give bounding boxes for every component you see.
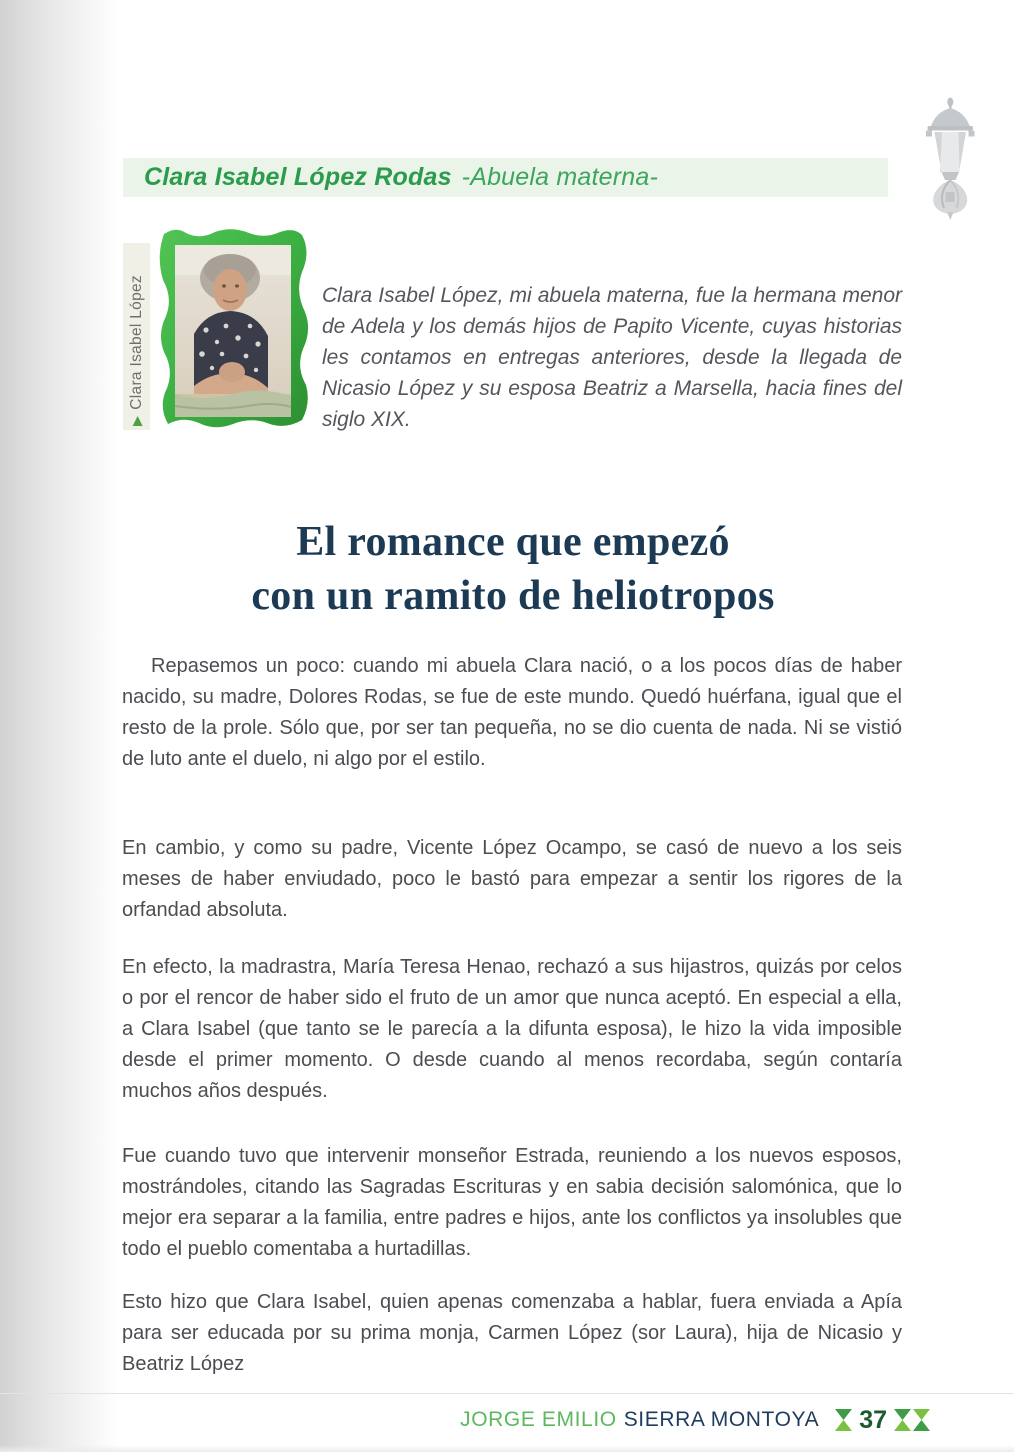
body-paragraph-2: En cambio, y como su padre, Vicente López Ocampo, se casó de nuevo a los seis meses de haber enviudado, poco le bastó para empezar a sentir los rigores de la orfandad absoluta.: [122, 837, 902, 921]
hourglass-icon: [913, 1409, 930, 1431]
article-title-line1: El romance que empezó: [296, 519, 730, 566]
page-number-badge: [835, 1406, 930, 1435]
page-gutter-shadow: [0, 0, 118, 1452]
photo-caption-label: Clara Isabel López: [128, 275, 145, 410]
body-paragraph-3: En efecto, la madrastra, María Teresa Henao, rechazó a sus hijastros, quizás por celos o por el rencor de haber sido el fruto de un amor que nunca aceptó. En especial a ella, a Clara Isabel (que tanto se le parecía a la difunta esposa), le hizo la vida imposible desde el primer momento. O desde cuando al menos recordaba, según contaría muchos años después.: [122, 956, 902, 1102]
wall-lantern-icon: [914, 96, 986, 225]
grandmother-photo: [154, 226, 312, 441]
page-bottom-shadow: [0, 1445, 1014, 1452]
body-paragraph-1-text: Repasemos un poco: cuando mi abuela Clara nació, o a los pocos días de haber nacido, su madre, Dolores Rodas, se fue de este mundo. Quedó huérfana, igual que el resto de la prole. Sólo que, por ser tan pequeña, no se dio cuenta de nada. Ni se vistió de luto ante el duelo, ni algo por el estilo.: [122, 655, 902, 770]
page-number: 37: [859, 1405, 887, 1434]
body-paragraph-4: Fue cuando tuvo que intervenir monseñor Estrada, reuniendo a los nuevos esposos, mostrándoles, citando las Sagradas Escrituras y en sabia decisión salomónica, que lo mejor era separar a la familia, entre padres e hijos, ante los conflictos ya insolubles que todo el pueblo comentaba a hurtadillas.: [122, 1145, 902, 1260]
body-paragraph-1: [122, 651, 902, 775]
photo-caption: [123, 243, 150, 430]
page-footer: [460, 1404, 930, 1436]
article-title-line2: con un ramito de heliotropos: [251, 573, 775, 620]
footer-divider: [0, 1393, 1014, 1394]
triangle-icon: ▶: [129, 415, 144, 426]
section-subtitle: -Abuela materna-: [461, 163, 659, 191]
intro-paragraph: Clara Isabel López, mi abuela materna, fue la hermana menor de Adela y los demás hijos de Papito Vicente, cuyas historias les contamos en entregas anteriores, desde la llegada de Nicasio López y su esposa Beatriz a Marsella, hacia fines del siglo XIX.: [322, 284, 902, 431]
author-last-names: SIERRA MONTOYA: [623, 1408, 820, 1431]
hourglass-icon: [835, 1409, 852, 1431]
section-header-bar: [123, 158, 888, 197]
body-paragraph-5: Esto hizo que Clara Isabel, quien apenas comenzaba a hablar, fuera enviada a Apía para ser educada por su prima monja, Carmen López (sor Laura), hija de Nicasio y Beatriz López: [122, 1291, 902, 1375]
author-first-names: JORGE EMILIO: [460, 1408, 617, 1431]
article-title: [122, 515, 904, 623]
section-title: Clara Isabel López Rodas: [144, 163, 452, 191]
hourglass-icon: [894, 1409, 911, 1431]
